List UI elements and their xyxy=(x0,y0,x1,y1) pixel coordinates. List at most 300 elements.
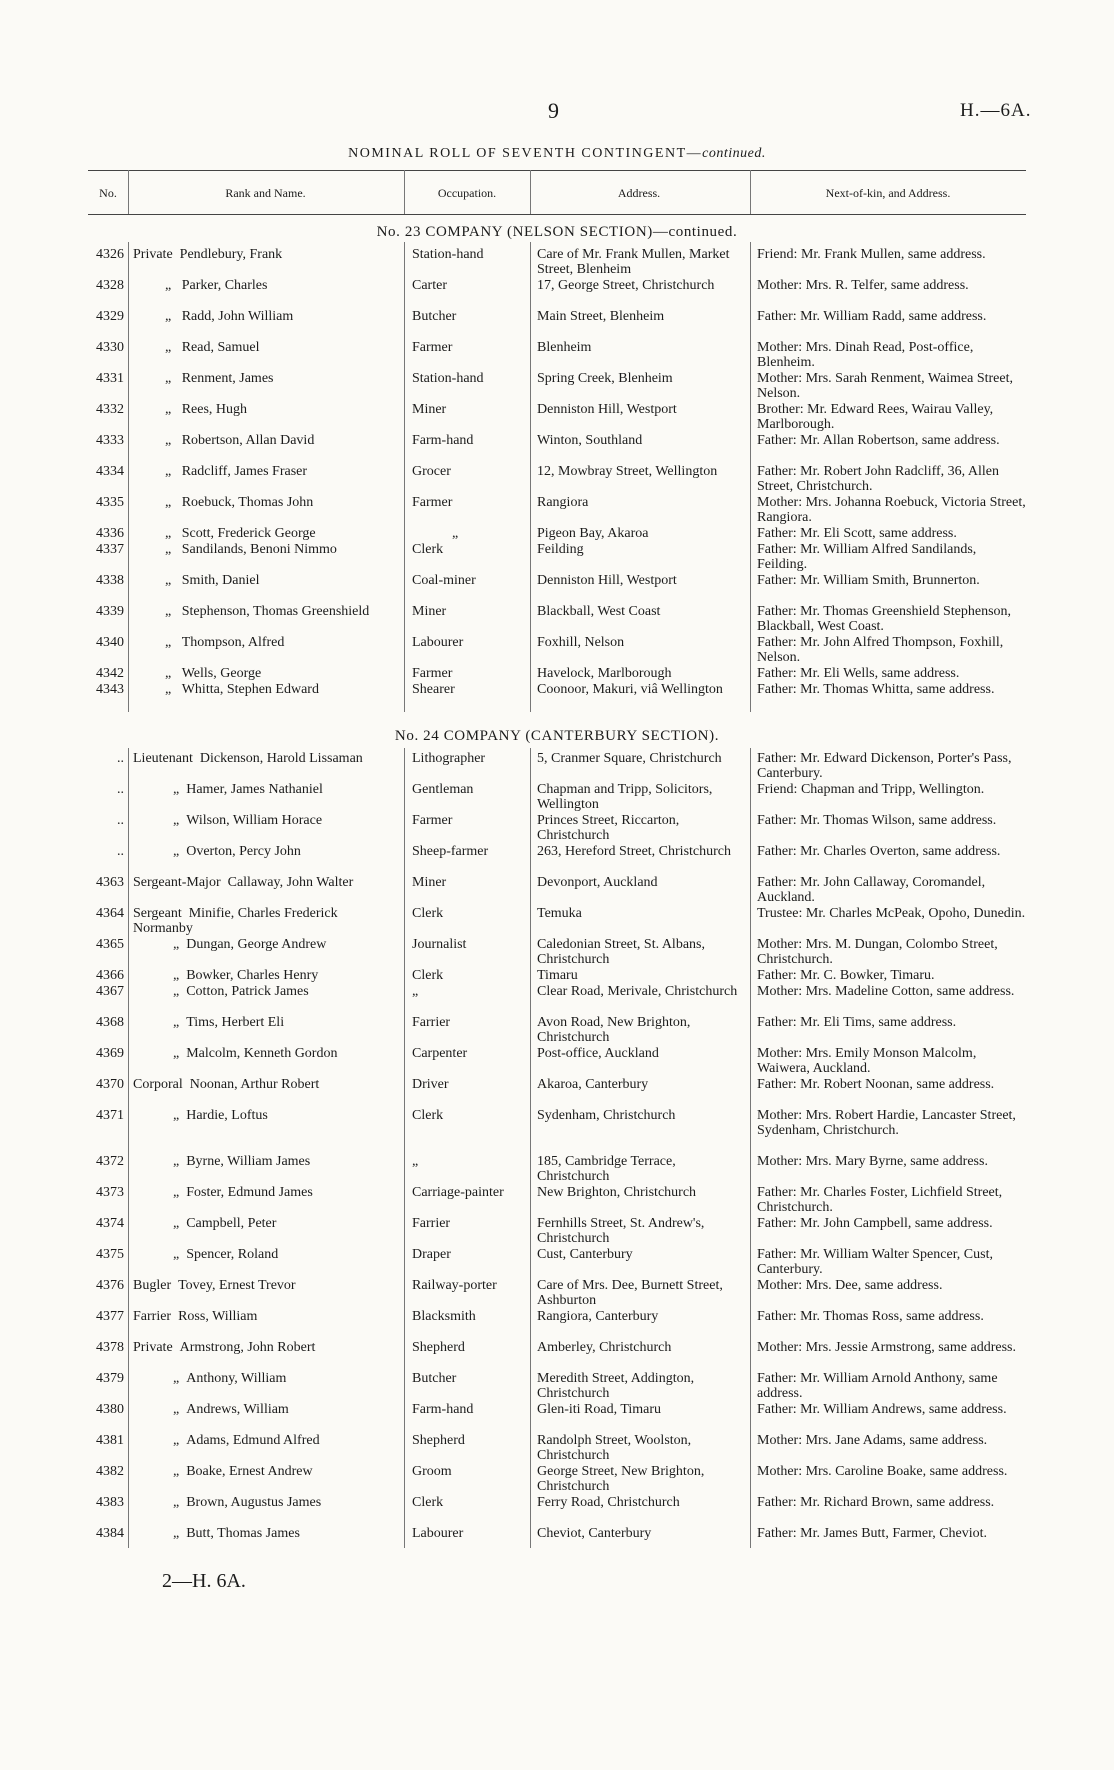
cell-address: Blackball, West Coast xyxy=(537,604,661,619)
cell-name: Campbell, Peter xyxy=(186,1216,277,1231)
cell-occupation: „ xyxy=(412,984,419,999)
cell-rank-name xyxy=(133,341,393,356)
cell-occupation: Shepherd xyxy=(412,1433,465,1448)
cell-address: Main Street, Blenheim xyxy=(537,309,665,324)
cell-rank-name xyxy=(133,248,393,263)
cell-next-of-kin: Father: Mr. William Smith, Brunnerton. xyxy=(757,573,980,588)
cell-occupation: Carriage-painter xyxy=(412,1185,504,1200)
cell-no: 4335 xyxy=(96,495,124,510)
cell-rank: „ xyxy=(165,371,172,386)
cell-name: Thompson, Alfred xyxy=(181,635,285,650)
cell-name: Renment, James xyxy=(181,371,274,386)
cell-name: Rees, Hugh xyxy=(181,402,248,417)
cell-next-of-kin: Mother: Mrs. Sarah Renment, Waimea Street, Nelson. xyxy=(757,371,1013,401)
cell-no: 4381 xyxy=(96,1433,124,1448)
cell-address: Feilding xyxy=(537,542,584,557)
cell-occupation: Blacksmith xyxy=(412,1309,476,1324)
cell-rank: „ xyxy=(173,1015,180,1030)
cell-no: 4333 xyxy=(96,433,124,448)
cell-name: Adams, Edmund Alfred xyxy=(186,1433,320,1448)
cell-occupation: Clerk xyxy=(412,542,444,557)
cell-no: 4326 xyxy=(96,247,124,262)
cell-next-of-kin: Father: Mr. Robert Noonan, same address. xyxy=(757,1077,995,1092)
cell-rank-name xyxy=(133,1155,393,1170)
column-rule xyxy=(530,242,531,712)
cell-name: Roebuck, Thomas John xyxy=(181,495,314,510)
cell-no: 4331 xyxy=(96,371,124,386)
cell-name: Anthony, William xyxy=(186,1371,287,1386)
column-header-rank-name: Rank and Name. xyxy=(225,186,306,200)
cell-address: Princes Street, Riccarton, Christchurch xyxy=(537,813,680,843)
cell-address: George Street, New Brighton, Christchurch xyxy=(537,1464,705,1494)
cell-name: Callaway, John Walter xyxy=(227,875,354,890)
page-number: 9 xyxy=(548,98,559,123)
cell-next-of-kin: Father: Mr. Thomas Ross, same address. xyxy=(757,1309,984,1324)
cell-rank: „ xyxy=(165,340,172,355)
cell-name: Bowker, Charles Henry xyxy=(186,968,319,983)
cell-name: Boake, Ernest Andrew xyxy=(186,1464,313,1479)
cell-address: Coonoor, Makuri, viâ Wellington xyxy=(537,682,723,697)
cell-next-of-kin: Father: Mr. Edward Dickenson, Porter's Pass, Canterbury. xyxy=(757,751,1012,781)
cell-rank: „ xyxy=(173,1433,180,1448)
cell-no: 4374 xyxy=(96,1216,124,1231)
cell-address: 12, Mowbray Street, Wellington xyxy=(537,464,718,479)
cell-rank: Private xyxy=(133,1340,173,1355)
cell-rank: „ xyxy=(173,1464,180,1479)
cell-next-of-kin: Mother: Mrs. Dinah Read, Post-office, Blenheim. xyxy=(757,340,974,370)
cell-rank-name xyxy=(133,667,393,682)
cell-next-of-kin: Father: Mr. James Butt, Farmer, Cheviot. xyxy=(757,1526,988,1541)
cell-next-of-kin: Friend: Chapman and Tripp, Wellington. xyxy=(757,782,985,797)
roll-title xyxy=(0,146,1114,162)
cell-rank-name xyxy=(133,1217,393,1232)
cell-no: 4343 xyxy=(96,682,124,697)
cell-name: Brown, Augustus James xyxy=(186,1495,322,1510)
cell-next-of-kin: Father: Mr. William Walter Spencer, Cust, Canterbury. xyxy=(757,1247,993,1277)
cell-rank: „ xyxy=(165,464,172,479)
cell-occupation: Shepherd xyxy=(412,1340,465,1355)
cell-name: Tims, Herbert Eli xyxy=(186,1015,285,1030)
cell-rank: Sergeant xyxy=(133,906,182,921)
cell-rank-name xyxy=(133,1465,393,1480)
cell-next-of-kin: Mother: Mrs. Mary Byrne, same address. xyxy=(757,1154,988,1169)
cell-address: Randolph Street, Woolston, Christchurch xyxy=(537,1433,692,1463)
cell-occupation: Clerk xyxy=(412,1108,444,1123)
cell-rank-name xyxy=(133,783,393,798)
cell-next-of-kin: Father: Mr. Allan Robertson, same address. xyxy=(757,433,1000,448)
column-header-occupation: Occupation. xyxy=(437,186,497,200)
cell-name: Malcolm, Kenneth Gordon xyxy=(186,1046,338,1061)
cell-rank: „ xyxy=(173,937,180,952)
cell-name: Wells, George xyxy=(181,666,262,681)
cell-no: 4369 xyxy=(96,1046,124,1061)
cell-rank-name xyxy=(133,1248,393,1263)
cell-occupation: Farm-hand xyxy=(412,1402,474,1417)
cell-rank-name xyxy=(133,938,393,953)
cell-occupation: Grocer xyxy=(412,464,451,479)
cell-address: Timaru xyxy=(537,968,578,983)
cell-address: 185, Cambridge Terrace, Christchurch xyxy=(537,1154,676,1184)
cell-name: Wilson, William Horace xyxy=(186,813,323,828)
cell-address: Fernhills Street, St. Andrew's, Christchurch xyxy=(537,1216,705,1246)
cell-address: Winton, Southland xyxy=(537,433,643,448)
cell-occupation: Journalist xyxy=(412,937,467,952)
cell-rank: Bugler xyxy=(133,1278,172,1293)
cell-address: Denniston Hill, Westport xyxy=(537,573,677,588)
cell-next-of-kin: Mother: Mrs. Madeline Cotton, same address. xyxy=(757,984,1015,999)
cell-no: 4329 xyxy=(96,309,124,324)
cell-address: 263, Hereford Street, Christchurch xyxy=(537,844,731,859)
cell-no: 4328 xyxy=(96,278,124,293)
cell-rank: „ xyxy=(173,782,180,797)
cell-occupation: Clerk xyxy=(412,906,444,921)
column-rule xyxy=(128,242,129,712)
cell-rank: „ xyxy=(173,844,180,859)
cell-no: .. xyxy=(117,844,124,859)
cell-rank-name xyxy=(133,969,393,984)
cell-name: Scott, Frederick George xyxy=(181,526,316,541)
header-bottom-rule xyxy=(88,214,1026,215)
cell-address: Glen-iti Road, Timaru xyxy=(537,1402,662,1417)
cell-rank-name xyxy=(133,1434,393,1449)
cell-next-of-kin: Father: Mr. Charles Foster, Lichfield Street, Christchurch. xyxy=(757,1185,1003,1215)
cell-rank-name xyxy=(133,527,393,542)
cell-address: Blenheim xyxy=(537,340,592,355)
cell-occupation: Draper xyxy=(412,1247,451,1262)
cell-name: Minifie, Charles Frederick Normanby xyxy=(133,906,338,936)
cell-no: 4332 xyxy=(96,402,124,417)
cell-next-of-kin: Brother: Mr. Edward Rees, Wairau Valley, Marlborough. xyxy=(757,402,994,432)
cell-occupation: Lithographer xyxy=(412,751,486,766)
cell-name: Byrne, William James xyxy=(186,1154,311,1169)
cell-next-of-kin: Father: Mr. John Alfred Thompson, Foxhill, Nelson. xyxy=(757,635,1004,665)
column-header-no: No. xyxy=(99,186,117,200)
cell-rank-name xyxy=(133,1078,393,1093)
cell-rank: „ xyxy=(173,813,180,828)
cell-address: Care of Mr. Frank Mullen, Market Street, Blenheim xyxy=(537,247,730,277)
roll-title-text: NOMINAL ROLL OF SEVENTH CONTINGENT— xyxy=(348,146,703,161)
cell-rank: „ xyxy=(165,526,172,541)
cell-occupation: Farm-hand xyxy=(412,433,474,448)
cell-rank: Lieutenant xyxy=(133,751,193,766)
footer-reference: 2—H. 6A. xyxy=(162,1570,246,1592)
cell-name: Read, Samuel xyxy=(181,340,260,355)
cell-next-of-kin: Father: Mr. Charles Overton, same address. xyxy=(757,844,1001,859)
column-rule xyxy=(750,242,751,712)
cell-next-of-kin: Father: Mr. Thomas Whitta, same address. xyxy=(757,682,995,697)
cell-no: 4379 xyxy=(96,1371,124,1386)
cell-no: 4375 xyxy=(96,1247,124,1262)
cell-rank: „ xyxy=(173,1046,180,1061)
cell-rank: „ xyxy=(165,682,172,697)
cell-rank: „ xyxy=(173,1495,180,1510)
cell-occupation: Farmer xyxy=(412,340,453,355)
cell-address: Ferry Road, Christchurch xyxy=(537,1495,680,1510)
cell-no: 4342 xyxy=(96,666,124,681)
cell-occupation: Clerk xyxy=(412,968,444,983)
cell-name: Dickenson, Harold Lissaman xyxy=(199,751,363,766)
cell-no: .. xyxy=(117,751,124,766)
cell-occupation: Miner xyxy=(412,604,447,619)
cell-rank-name xyxy=(133,543,393,558)
cell-rank-name xyxy=(133,605,393,620)
cell-rank-name xyxy=(133,496,393,511)
cell-name: Butt, Thomas James xyxy=(186,1526,300,1541)
cell-name: Tovey, Ernest Trevor xyxy=(178,1278,296,1293)
cell-name: Stephenson, Thomas Greenshield xyxy=(181,604,370,619)
cell-next-of-kin: Friend: Mr. Frank Mullen, same address. xyxy=(757,247,986,262)
cell-next-of-kin: Mother: Mrs. Jane Adams, same address. xyxy=(757,1433,988,1448)
section-title: No. 24 COMPANY (CANTERBURY SECTION). xyxy=(394,728,720,744)
cell-rank-name xyxy=(133,1016,393,1031)
cell-no: 4367 xyxy=(96,984,124,999)
cell-next-of-kin: Father: Mr. C. Bowker, Timaru. xyxy=(757,968,935,983)
cell-address: Care of Mrs. Dee, Burnett Street, Ashburton xyxy=(537,1278,723,1308)
cell-no: 4372 xyxy=(96,1154,124,1169)
cell-no: 4376 xyxy=(96,1278,124,1293)
cell-rank-name xyxy=(133,752,393,767)
cell-name: Spencer, Roland xyxy=(186,1247,279,1262)
cell-name: Overton, Percy John xyxy=(186,844,301,859)
cell-rank-name xyxy=(133,372,393,387)
cell-rank-name xyxy=(133,845,393,860)
cell-occupation: Coal-miner xyxy=(412,573,476,588)
cell-next-of-kin: Father: Mr. John Campbell, same address. xyxy=(757,1216,993,1231)
column-rule xyxy=(404,748,405,1548)
cell-name: Ross, William xyxy=(178,1309,258,1324)
cell-next-of-kin: Father: Mr. Eli Tims, same address. xyxy=(757,1015,957,1030)
column-rule xyxy=(128,170,129,214)
cell-no: 4373 xyxy=(96,1185,124,1200)
cell-name: Hardie, Loftus xyxy=(186,1108,268,1123)
cell-address: Havelock, Marlborough xyxy=(537,666,672,681)
cell-next-of-kin: Father: Mr. William Alfred Sandilands, Feilding. xyxy=(757,542,977,572)
cell-rank-name xyxy=(133,1372,393,1387)
cell-name: Whitta, Stephen Edward xyxy=(181,682,319,697)
cell-next-of-kin: Mother: Mrs. R. Telfer, same address. xyxy=(757,278,969,293)
cell-rank: „ xyxy=(165,278,172,293)
cell-no: 4384 xyxy=(96,1526,124,1541)
cell-name: Cotton, Patrick James xyxy=(186,984,309,999)
cell-occupation: Gentleman xyxy=(412,782,474,797)
cell-occupation: Farmer xyxy=(412,813,453,828)
cell-address: Temuka xyxy=(537,906,582,921)
cell-next-of-kin: Mother: Mrs. Jessie Armstrong, same address. xyxy=(757,1340,1016,1355)
cell-rank-name xyxy=(133,1341,393,1356)
cell-rank: „ xyxy=(173,1402,180,1417)
cell-occupation: Station-hand xyxy=(412,247,484,262)
cell-occupation: Labourer xyxy=(412,635,464,650)
cell-name: Smith, Daniel xyxy=(181,573,260,588)
cell-address: Denniston Hill, Westport xyxy=(537,402,677,417)
cell-rank: Sergeant-Major xyxy=(133,875,221,890)
cell-rank: „ xyxy=(165,573,172,588)
section-title: No. 23 COMPANY (NELSON SECTION)—continued. xyxy=(376,224,738,240)
cell-address: Spring Creek, Blenheim xyxy=(537,371,673,386)
cell-no: 4366 xyxy=(96,968,124,983)
cell-no: 4365 xyxy=(96,937,124,952)
cell-occupation: „ xyxy=(452,526,459,541)
cell-rank-name xyxy=(133,310,393,325)
cell-no: 4377 xyxy=(96,1309,124,1324)
cell-address: Clear Road, Merivale, Christchurch xyxy=(537,984,738,999)
cell-rank: „ xyxy=(165,542,172,557)
cell-rank: „ xyxy=(173,1216,180,1231)
cell-rank-name xyxy=(133,434,393,449)
cell-occupation: Groom xyxy=(412,1464,452,1479)
cell-name: Radd, John William xyxy=(181,309,294,324)
cell-name: Sandilands, Benoni Nimmo xyxy=(181,542,337,557)
cell-address: 17, George Street, Christchurch xyxy=(537,278,715,293)
cell-rank-name xyxy=(133,1403,393,1418)
cell-rank-name xyxy=(133,403,393,418)
cell-rank-name xyxy=(133,1279,393,1294)
column-rule xyxy=(750,170,751,214)
cell-next-of-kin: Mother: Mrs. M. Dungan, Colombo Street, Christchurch. xyxy=(757,937,998,967)
cell-rank: „ xyxy=(173,984,180,999)
header-top-rule xyxy=(88,170,1026,171)
column-rule xyxy=(750,748,751,1548)
cell-no: 4383 xyxy=(96,1495,124,1510)
cell-occupation: Miner xyxy=(412,875,447,890)
cell-rank: „ xyxy=(173,1154,180,1169)
cell-rank-name xyxy=(133,907,393,936)
cell-address: Cheviot, Canterbury xyxy=(537,1526,652,1541)
cell-name: Parker, Charles xyxy=(181,278,268,293)
column-header-next-of-kin: Next-of-kin, and Address. xyxy=(825,186,951,200)
cell-rank-name xyxy=(133,1109,393,1124)
cell-rank: „ xyxy=(173,1526,180,1541)
cell-next-of-kin: Trustee: Mr. Charles McPeak, Opoho, Dunedin. xyxy=(757,906,1026,921)
cell-next-of-kin: Mother: Mrs. Caroline Boake, same address. xyxy=(757,1464,1008,1479)
cell-rank-name xyxy=(133,574,393,589)
cell-name: Pendlebury, Frank xyxy=(179,247,283,262)
cell-rank: „ xyxy=(173,1371,180,1386)
cell-next-of-kin: Father: Mr. Thomas Wilson, same address. xyxy=(757,813,997,828)
cell-next-of-kin: Father: Mr. Robert John Radcliff, 36, Allen Street, Christchurch. xyxy=(757,464,999,494)
cell-address: Post-office, Auckland xyxy=(537,1046,659,1061)
cell-occupation: Clerk xyxy=(412,1495,444,1510)
cell-address: Sydenham, Christchurch xyxy=(537,1108,676,1123)
column-rule xyxy=(530,748,531,1548)
column-rule xyxy=(404,170,405,214)
column-rule xyxy=(404,242,405,712)
cell-no: 4340 xyxy=(96,635,124,650)
cell-address: Foxhill, Nelson xyxy=(537,635,625,650)
cell-next-of-kin: Father: Mr. John Callaway, Coromandel, Auckland. xyxy=(757,875,986,905)
cell-no: .. xyxy=(117,782,124,797)
cell-next-of-kin: Father: Mr. Thomas Greenshield Stephenson, Blackball, West Coast. xyxy=(757,604,1012,634)
cell-rank-name xyxy=(133,465,393,480)
cell-next-of-kin: Father: Mr. William Arnold Anthony, same address. xyxy=(757,1371,998,1401)
cell-name: Hamer, James Nathaniel xyxy=(186,782,323,797)
cell-address: Pigeon Bay, Akaroa xyxy=(537,526,649,541)
cell-rank-name xyxy=(133,279,393,294)
cell-occupation: Farmer xyxy=(412,666,453,681)
cell-next-of-kin: Father: Mr. William Radd, same address. xyxy=(757,309,987,324)
cell-address: Amberley, Christchurch xyxy=(537,1340,672,1355)
cell-name: Radcliff, James Fraser xyxy=(181,464,308,479)
cell-rank: Corporal xyxy=(133,1077,183,1092)
cell-name: Armstrong, John Robert xyxy=(179,1340,316,1355)
cell-rank: „ xyxy=(165,433,172,448)
column-rule xyxy=(128,748,129,1548)
cell-address: Cust, Canterbury xyxy=(537,1247,633,1262)
cell-no: 4370 xyxy=(96,1077,124,1092)
cell-rank: „ xyxy=(165,309,172,324)
cell-rank: Private xyxy=(133,247,173,262)
cell-no: 4378 xyxy=(96,1340,124,1355)
cell-name: Foster, Edmund James xyxy=(186,1185,313,1200)
cell-address: Caledonian Street, St. Albans, Christchurch xyxy=(537,937,705,967)
cell-rank: „ xyxy=(165,402,172,417)
cell-address: Meredith Street, Addington, Christchurch xyxy=(537,1371,695,1401)
cell-occupation: Station-hand xyxy=(412,371,484,386)
cell-occupation: „ xyxy=(412,1154,419,1169)
cell-no: 4364 xyxy=(96,906,124,921)
cell-address: Rangiora, Canterbury xyxy=(537,1309,659,1324)
column-rule xyxy=(530,170,531,214)
cell-next-of-kin: Father: Mr. Eli Wells, same address. xyxy=(757,666,960,681)
cell-rank: Farrier xyxy=(133,1309,172,1324)
cell-no: 4337 xyxy=(96,542,124,557)
cell-name: Robertson, Allan David xyxy=(181,433,315,448)
cell-rank-name xyxy=(133,1496,393,1511)
cell-rank-name xyxy=(133,985,393,1000)
cell-occupation: Labourer xyxy=(412,1526,464,1541)
cell-rank-name xyxy=(133,1186,393,1201)
cell-address: Avon Road, New Brighton, Christchurch xyxy=(537,1015,691,1045)
cell-no: 4368 xyxy=(96,1015,124,1030)
cell-rank-name xyxy=(133,683,393,698)
cell-name: Noonan, Arthur Robert xyxy=(189,1077,320,1092)
cell-name: Dungan, George Andrew xyxy=(186,937,327,952)
document-reference: H.—6A. xyxy=(960,100,1032,121)
cell-occupation: Carter xyxy=(412,278,447,293)
cell-rank: „ xyxy=(173,1247,180,1262)
cell-address: Akaroa, Canterbury xyxy=(537,1077,649,1092)
cell-next-of-kin: Father: Mr. Eli Scott, same address. xyxy=(757,526,957,541)
cell-name: Andrews, William xyxy=(186,1402,289,1417)
cell-occupation: Driver xyxy=(412,1077,449,1092)
cell-occupation: Farrier xyxy=(412,1015,451,1030)
column-header-address: Address. xyxy=(617,186,661,200)
cell-next-of-kin: Mother: Mrs. Robert Hardie, Lancaster Street, Sydenham, Christchurch. xyxy=(757,1108,1016,1138)
cell-occupation: Butcher xyxy=(412,309,457,324)
cell-rank-name xyxy=(133,1047,393,1062)
cell-occupation: Railway-porter xyxy=(412,1278,497,1293)
cell-next-of-kin: Father: Mr. William Andrews, same address. xyxy=(757,1402,1007,1417)
cell-no: 4371 xyxy=(96,1108,124,1123)
cell-rank: „ xyxy=(173,968,180,983)
cell-occupation: Shearer xyxy=(412,682,455,697)
cell-rank-name xyxy=(133,1310,393,1325)
cell-no: 4334 xyxy=(96,464,124,479)
cell-rank: „ xyxy=(165,495,172,510)
cell-rank: „ xyxy=(165,635,172,650)
cell-no: 4339 xyxy=(96,604,124,619)
cell-rank-name xyxy=(133,636,393,651)
cell-address: New Brighton, Christchurch xyxy=(537,1185,697,1200)
cell-address: 5, Cranmer Square, Christchurch xyxy=(537,751,722,766)
cell-rank-name xyxy=(133,876,393,891)
cell-next-of-kin: Mother: Mrs. Emily Monson Malcolm, Waiwera, Auckland. xyxy=(757,1046,977,1076)
cell-rank: „ xyxy=(173,1185,180,1200)
cell-rank: „ xyxy=(173,1108,180,1123)
cell-occupation: Farmer xyxy=(412,495,453,510)
cell-occupation: Butcher xyxy=(412,1371,457,1386)
cell-no: 4336 xyxy=(96,526,124,541)
